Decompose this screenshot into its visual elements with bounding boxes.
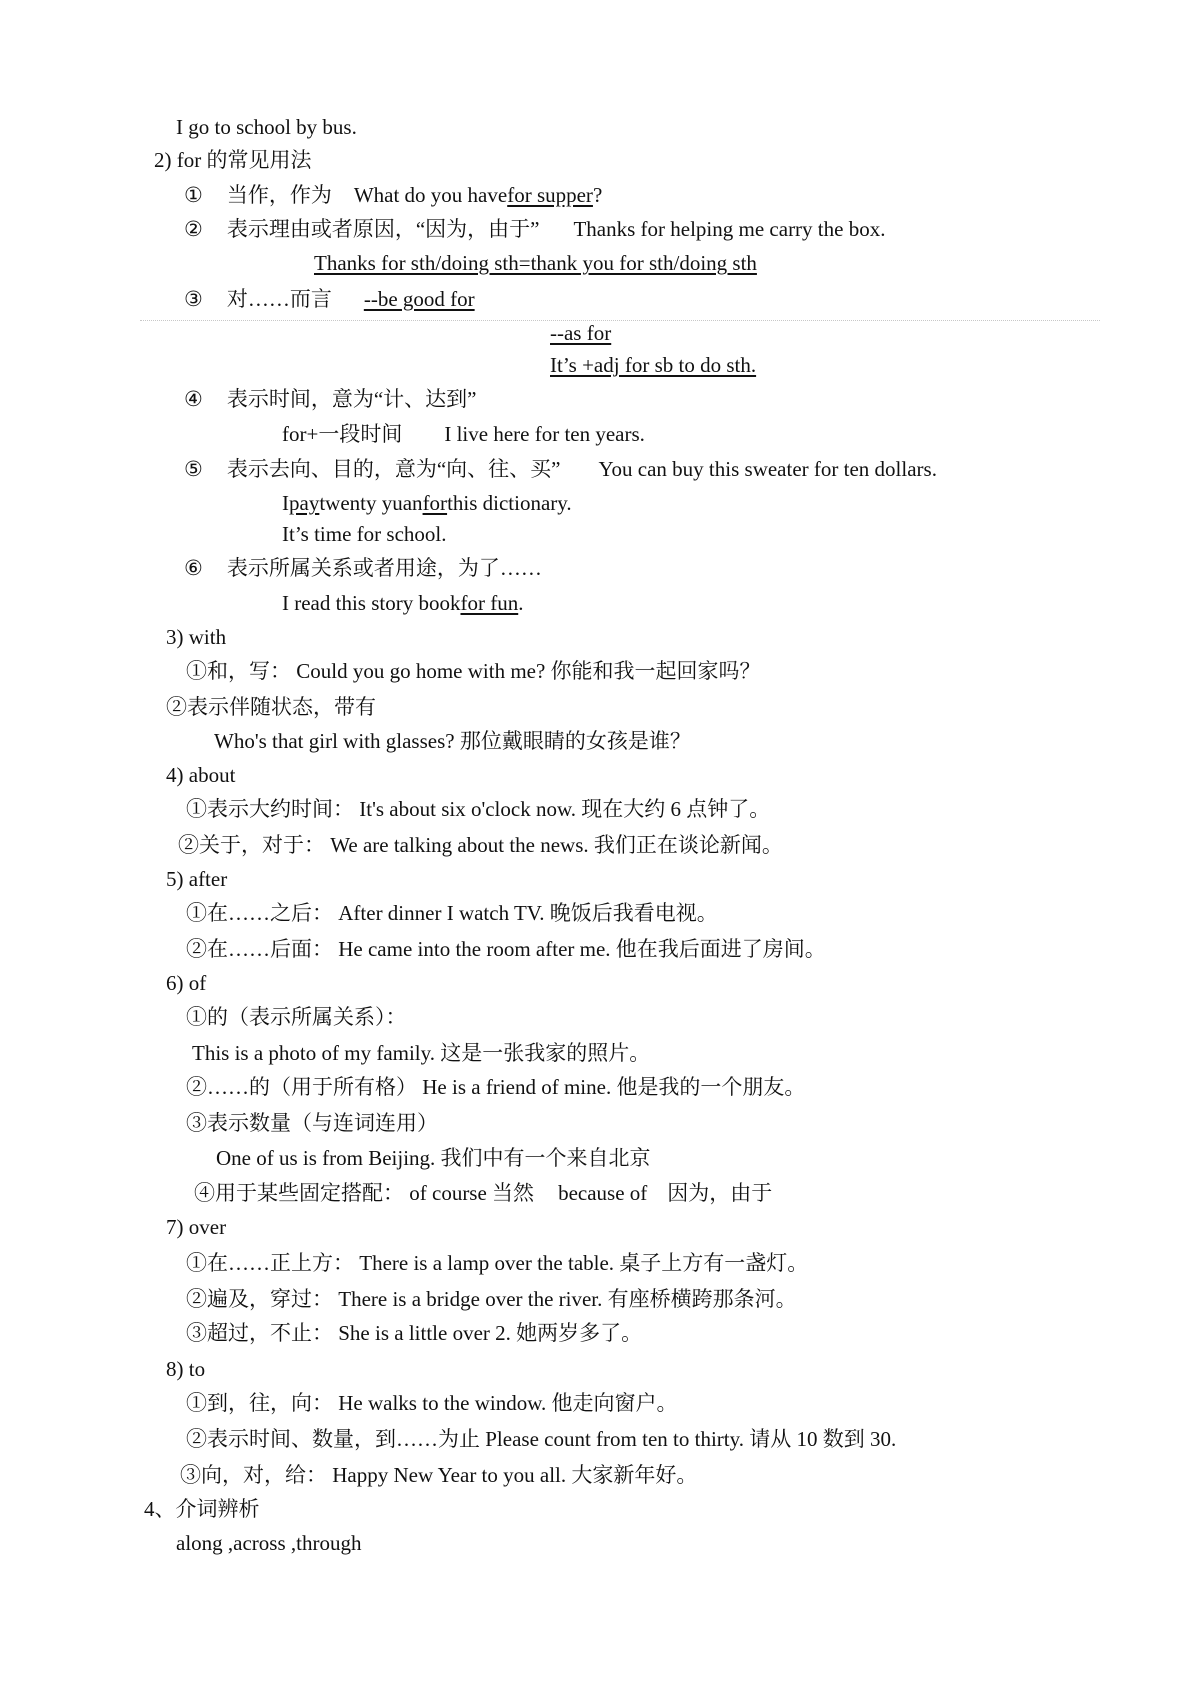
dotted-divider	[140, 320, 1100, 321]
example-text: Thanks for helping me carry the box.	[573, 217, 886, 241]
example-text: What do you have	[353, 183, 508, 207]
of-item-1-example: This is a photo of my family. 这是一张我家的照片。	[192, 1041, 651, 1065]
section-heading-to: 8) to	[166, 1357, 206, 1381]
item-number: ①	[184, 183, 203, 207]
over-item-2: ②遍及，穿过： There is a bridge over the river. 有座桥横跨那条河。	[186, 1287, 797, 1311]
of-item-3-example: One of us is from Beijing. 我们中有一个来自北京	[216, 1146, 651, 1170]
of-item-2: ②……的（用于所有格） He is a friend of mine. 他是我的一个朋友。	[186, 1075, 806, 1099]
text-line: I go to school by bus.	[176, 115, 357, 139]
with-item-2: ②表示伴随状态，带有	[166, 695, 376, 719]
for-item-4-example	[282, 421, 645, 447]
section-heading-over: 7) over	[166, 1215, 227, 1239]
item-number: ⑤	[184, 457, 203, 481]
item-number: ③	[184, 287, 203, 311]
underlined-phrase: for supper	[507, 183, 593, 207]
after-item-2: ②在……后面： He came into the room after me. 他在我后面进了房间。	[186, 937, 826, 961]
over-item-3: ③超过，不止： She is a little over 2. 她两岁多了。	[186, 1321, 643, 1345]
section-heading-after: 5) after	[166, 867, 228, 891]
for-item-5-example-3: It’s time for school.	[282, 522, 447, 546]
for-item-5	[184, 456, 937, 482]
for-item-6-example: I read this story bookfor fun.	[282, 591, 524, 615]
section-4-line: along ,across ,through	[176, 1531, 362, 1555]
for-item-2-note: Thanks for sth/doing sth=thank you for sth/doing sth	[314, 251, 757, 275]
section-heading-of: 6) of	[166, 971, 207, 995]
item-number: ②	[184, 217, 203, 241]
item-meaning: 表示理由或者原因，“因为，由于”	[226, 217, 540, 241]
about-item-2: ②关于，对于： We are talking about the news. 我们正在谈论新闻。	[178, 833, 783, 857]
pattern: for+一段时间	[282, 422, 403, 446]
to-item-3: ③向，对，给： Happy New Year to you all. 大家新年好。	[180, 1463, 698, 1487]
to-item-1: ①到，往，向： He walks to the window. 他走向窗户。	[186, 1391, 678, 1415]
with-item-1: ①和，写： Could you go home with me? 你能和我一起回家吗？	[186, 659, 761, 683]
with-item-2-example: Who's that girl with glasses? 那位戴眼睛的女孩是谁？	[214, 729, 691, 753]
item-meaning: 对……而言	[226, 287, 332, 311]
item-meaning: 当作，作为	[226, 183, 332, 207]
to-item-2: ②表示时间、数量，到……为止 Please count from ten to thirty. 请从 10 数到 30.	[186, 1427, 897, 1451]
item-number: ④	[184, 387, 203, 411]
phrase: --be good for	[363, 287, 475, 311]
for-item-5-example-2: Ipaytwenty yuanforthis dictionary.	[282, 491, 572, 515]
example-text: You can buy this sweater for ten dollars.	[598, 457, 937, 481]
of-item-1: ①的（表示所属关系）：	[186, 1005, 407, 1029]
example-text: I live here for ten years.	[444, 422, 645, 446]
section-4-heading: 4、介词辨析	[144, 1497, 260, 1521]
over-item-1: ①在……正上方： There is a lamp over the table. 桌子上方有一盏灯。	[186, 1251, 809, 1275]
for-item-3	[184, 286, 475, 312]
of-item-3: ③表示数量（与连词连用）	[186, 1111, 438, 1135]
of-item-4: ④用于某些固定搭配： of course 当然 because of 因为，由于	[194, 1181, 773, 1205]
after-item-1: ①在……之后： After dinner I watch TV. 晚饭后我看电视。	[186, 901, 718, 925]
section-heading-about: 4) about	[166, 763, 236, 787]
for-item-6	[184, 555, 542, 581]
for-item-4	[184, 386, 476, 412]
item-meaning: 表示去向、目的，意为“向、往、买”	[226, 457, 561, 481]
phrase: It’s +adj for sb to do sth.	[550, 353, 757, 377]
item-meaning: 表示所属关系或者用途，为了……	[226, 556, 542, 580]
item-meaning: 表示时间，意为“计、达到”	[226, 387, 477, 411]
about-item-1: ①表示大约时间： It's about six o'clock now. 现在大约 6 点钟了。	[186, 797, 771, 821]
for-item-1: ① 当作，作为 What do you havefor supper?	[184, 183, 603, 207]
section-heading-for: 2) for 的常见用法	[154, 148, 312, 172]
phrase: --as for	[550, 321, 612, 345]
section-heading-with: 3) with	[166, 625, 227, 649]
item-number: ⑥	[184, 556, 203, 580]
for-item-2	[184, 216, 885, 242]
